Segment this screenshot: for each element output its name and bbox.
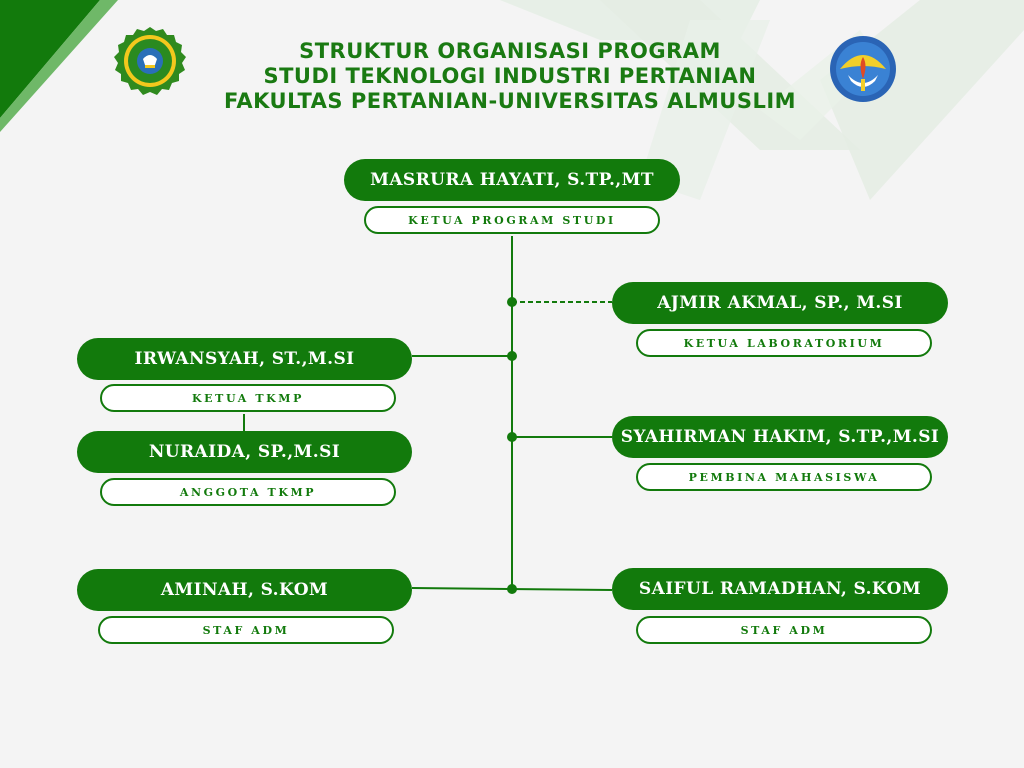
name-head-of-program: MASRURA HAYATI, S.TP.,MT <box>344 159 680 201</box>
role-student-advisor: PEMBINA MAHASISWA <box>636 463 932 491</box>
role-lab-head: KETUA LABORATORIUM <box>636 329 932 357</box>
role-tkmp-head: KETUA TKMP <box>100 384 396 412</box>
role-tkmp-member: ANGGOTA TKMP <box>100 478 396 506</box>
name-tkmp-head: IRWANSYAH, ST.,M.SI <box>77 338 412 380</box>
name-admin-right: SAIFUL RAMADHAN, S.KOM <box>612 568 948 610</box>
name-lab-head: AJMIR AKMAL, SP., M.SI <box>612 282 948 324</box>
title-line-3: FAKULTAS PERTANIAN-UNIVERSITAS ALMUSLIM <box>223 89 797 113</box>
role-head-of-program: KETUA PROGRAM STUDI <box>364 206 660 234</box>
name-admin-left: AMINAH, S.KOM <box>77 569 412 611</box>
role-admin-right: STAF ADM <box>636 616 932 644</box>
role-admin-left: STAF ADM <box>98 616 394 644</box>
name-student-advisor: SYAHIRMAN HAKIM, S.TP.,M.SI <box>612 416 948 458</box>
title-line-2: STUDI TEKNOLOGI INDUSTRI PERTANIAN <box>263 64 757 88</box>
name-tkmp-member: NURAIDA, SP.,M.SI <box>77 431 412 473</box>
title-line-1: STRUKTUR ORGANISASI PROGRAM <box>299 39 721 63</box>
